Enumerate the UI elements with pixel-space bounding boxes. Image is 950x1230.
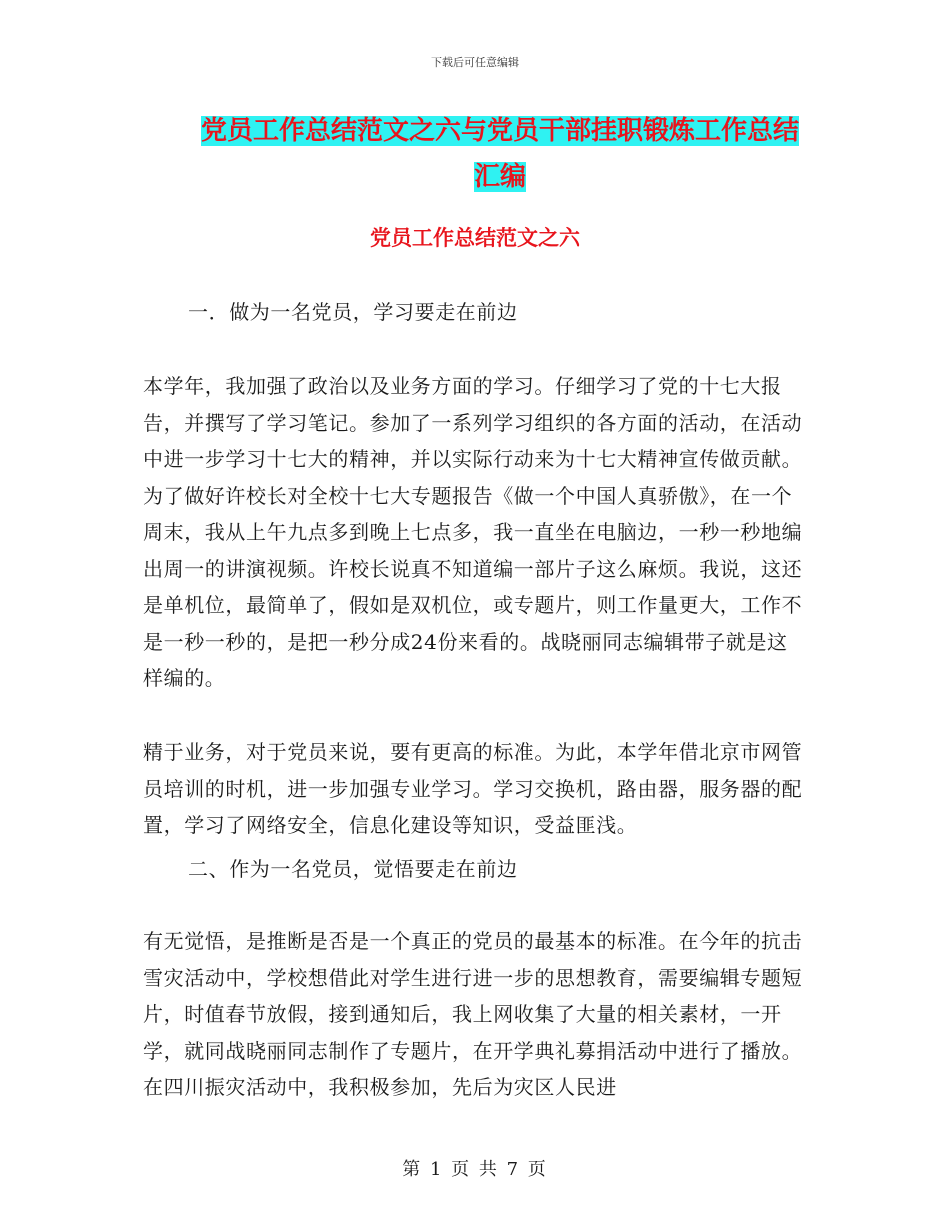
paragraph-business-skills: 精于业务，对于党员来说，要有更高的标准。为此，本学年借北京市网管员培训的时机，进一步加强专业学习。学习交换机，路由器，服务器的配置，学习了网络安全，信息化建设等知识，受益匪浅。 bbox=[143, 740, 803, 837]
paragraph-awareness: 有无觉悟，是推断是否是一个真正的党员的最基本的标准。在今年的抗击雪灾活动中，学校想借此对学生进行进一步的思想教育，需要编辑专题短片，时值春节放假，接到通知后，我上网收集了大量的相关素材，一开学，就同战晓丽同志制作了专题片，在开学典礼募捐活动中进行了播放。在四川振灾活动中，我积极参加，先后为灾区人民进 bbox=[143, 929, 803, 1099]
page-header-note: 下载后可任意编辑 bbox=[431, 56, 519, 69]
section-title: 党员工作总结范文之六 bbox=[370, 225, 580, 250]
heading-study: 一．做为一名党员，学习要走在前边 bbox=[188, 300, 518, 324]
heading-awareness: 二、作为一名党员，觉悟要走在前边 bbox=[188, 857, 518, 881]
document-title-text: 党员工作总结范文之六与党员干部挂职锻炼工作总结汇编 bbox=[200, 116, 799, 192]
page-footer: 第 1 页 共 7 页 bbox=[402, 1159, 548, 1180]
document-title bbox=[190, 108, 810, 200]
paragraph-study-report: 本学年，我加强了政治以及业务方面的学习。仔细学习了党的十七大报告，并撰写了学习笔记。参加了一系列学习组织的各方面的活动，在活动中进一步学习十七大的精神，并以实际行动来为十七大精神宣传做贡献。为了做好许校长对全校十七大专题报告《做一个中国人真骄傲》，在一个周末，我从上午九点多到晚上七点多，我一直坐在电脑边，一秒一秒地编出周一的讲演视频。许校长说真不知道编一部片子这么麻烦。我说，这还是单机位，最简单了，假如是双机位，或专题片，则工作量更大，工作不是一秒一秒的，是把一秒分成24份来看的。战晓丽同志编辑带子就是这样编的。 bbox=[143, 374, 803, 690]
